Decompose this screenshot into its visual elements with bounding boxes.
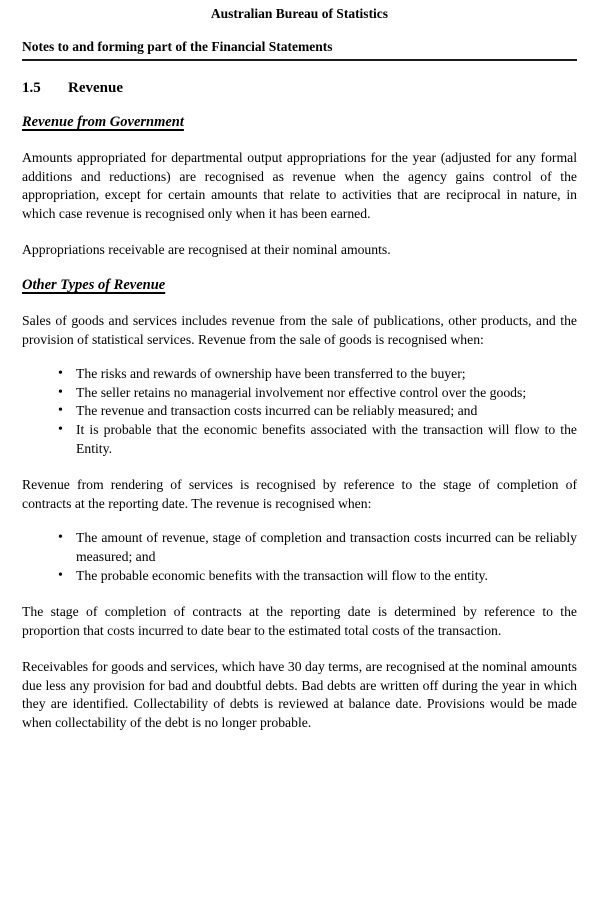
document-subtitle: Notes to and forming part of the Financial Statements: [22, 39, 577, 61]
paragraph-appropriations-receivable: Appropriations receivable are recognised at their nominal amounts.: [22, 242, 391, 258]
bullet-item: • The seller retains no managerial involvement nor effective control over the goods;: [22, 384, 577, 403]
paragraph-appropriations: Amounts appropriated for departmental output appropriations for the year (adjusted for any formal additions and reductions) are recognised as revenue when the agency gains control of the appropriation, except for certain amounts that relate to activities that are reciprocal in nature, in which case revenue is recognised only when it has been earned.: [22, 150, 577, 221]
bullet-item: • The risks and rewards of ownership have been transferred to the buyer;: [22, 365, 577, 384]
section-title: Revenue: [68, 80, 123, 96]
section-number: 1.5: [22, 80, 41, 96]
document-title: Australian Bureau of Statistics: [210, 6, 389, 21]
services-revenue-bullet-list: [22, 529, 577, 585]
subheading-revenue-from-government: Revenue from Government: [22, 114, 184, 130]
subheading-other-types-of-revenue: Other Types of Revenue: [22, 276, 166, 293]
bullet-item: • The amount of revenue, stage of completion and transaction costs incurred can be reliably measured; and: [22, 529, 577, 566]
paragraph-rendering-services-intro: Revenue from rendering of services is recognised by reference to the stage of completion of contracts at the reporting date. The revenue is recognised when:: [22, 477, 577, 511]
bullet-item: • The revenue and transaction costs incurred can be reliably measured; and: [22, 402, 577, 421]
goods-revenue-bullet-list: [22, 365, 577, 458]
section-heading: [22, 80, 577, 97]
paragraph-stage-of-completion: The stage of completion of contracts at the reporting date is determined by reference to the proportion that costs incurred to date bear to the estimated total costs of the transaction.: [22, 604, 577, 638]
bullet-item: • It is probable that the economic benefits associated with the transaction will flow to the Entity.: [22, 421, 577, 458]
paragraph-sales-of-goods-intro: Sales of goods and services includes revenue from the sale of publications, other products, and the provision of statistical services. Revenue from the sale of goods is recognised when:: [22, 312, 577, 347]
bullet-item: • The probable economic benefits with the transaction will flow to the entity.: [22, 567, 577, 586]
paragraph-receivables: Receivables for goods and services, which have 30 day terms, are recognised at the nominal amounts due less any provision for bad and doubtful debts. Bad debts are written off during the year in which they are identified. Collectability of debts is reviewed at balance date. Provisions would be made when collectability of the debt is no longer probable.: [22, 659, 577, 731]
